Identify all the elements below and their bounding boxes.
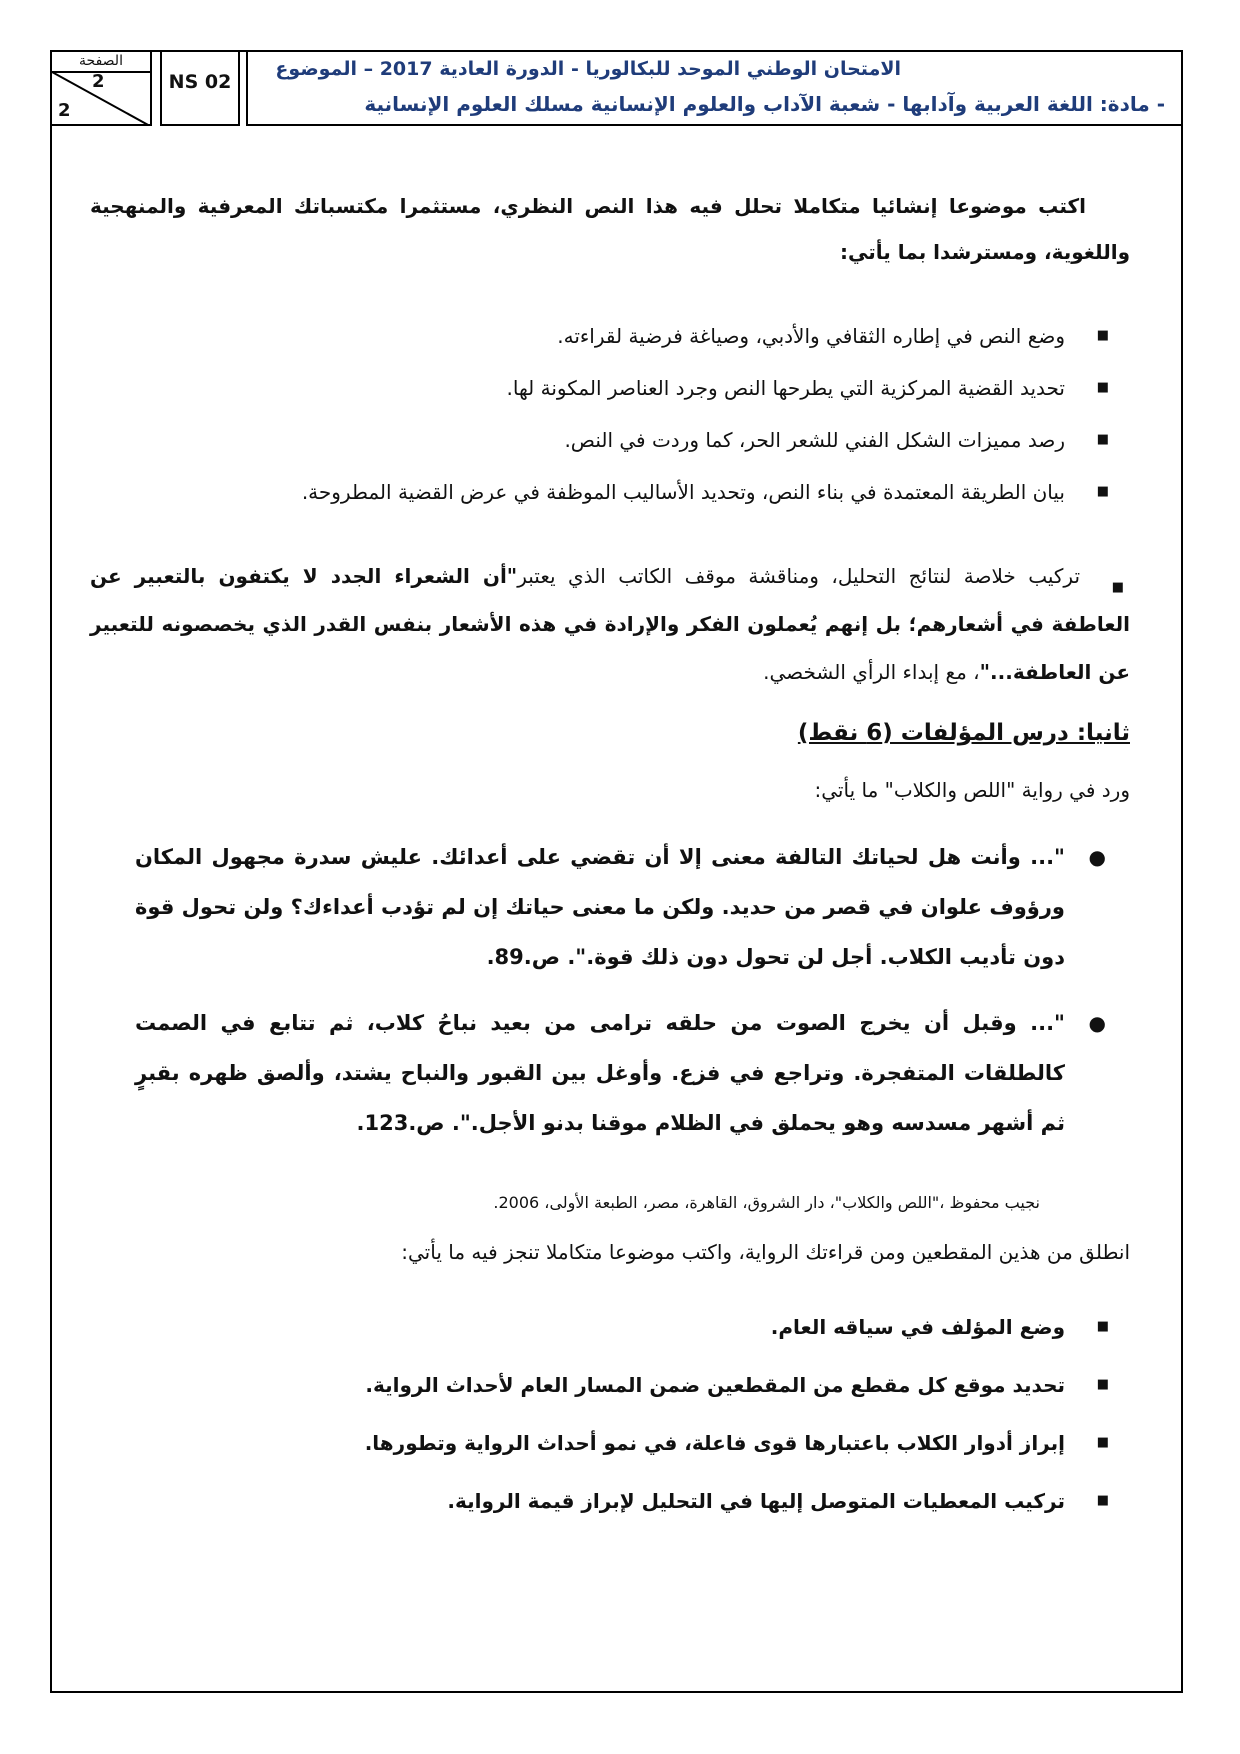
page-number: 2 [92, 71, 105, 92]
exam-title-line2: - مادة: اللغة العربية وآدابها - شعبة الآداب والعلوم الإنسانية مسلك العلوم الإنسانية [364, 92, 1165, 116]
exam-title-box [246, 50, 1183, 126]
square-bullet-icon: ■ [1096, 1493, 1109, 1508]
last-task-text: تركيب خلاصة لنتائج التحليل، ومناقشة موقف الكاتب الذي يعتبر [517, 564, 1081, 588]
section2-instruction: انطلق من هذين المقطعين ومن قراءتك الرواية، واكتب موضوعا متكاملا تنجز فيه ما يأتي: [401, 1240, 1130, 1264]
page-total: 2 [58, 100, 71, 121]
list-item: ■ تحديد القضية المركزية التي يطرحها النص وجرد العناصر المكونة لها. [80, 362, 1115, 414]
page-number-box [50, 50, 152, 126]
exam-title-line1: الامتحان الوطني الموحد للبكالوريا - الدورة العادية 2017 – الموضوع [275, 58, 901, 80]
section2-intro: ورد في رواية "اللص والكلاب" ما يأتي: [814, 778, 1130, 802]
list-item: ■ رصد مميزات الشكل الفني للشعر الحر، كما وردت في النص. [80, 414, 1115, 466]
square-bullet-icon: ■ [1096, 484, 1109, 499]
section2-task-list [90, 1298, 1115, 1530]
writer-quote: "أن الشعراء الجدد لا يكتفون بالتعبير عن العاطفة في أشعارهم؛ بل إنهم يُعملون الفكر والإرادة في هذه الأشعار بنفس القدر الذي يخصصونه للتعبير عن العاطفة..." [90, 564, 1130, 684]
exam-code: NS 02 [160, 50, 240, 126]
square-bullet-icon: ■ [1096, 1319, 1109, 1334]
round-bullet-icon: ● [1088, 1011, 1106, 1035]
square-bullet-icon: ■ [1096, 328, 1109, 343]
square-bullet-icon: ■ [1111, 580, 1125, 595]
square-bullet-icon: ■ [1096, 1377, 1109, 1392]
square-bullet-icon: ■ [1096, 380, 1109, 395]
list-item: ■ وضع النص في إطاره الثقافي والأدبي، وصياغة فرضية لقراءته. [80, 310, 1115, 362]
section1-task-list [80, 310, 1115, 518]
section1-intro-text: اكتب موضوعا إنشائيا متكاملا تحلل فيه هذا النص النظري، مستثمرا مكتسباتك المعرفية والمنهجية واللغوية، ومسترشدا بما يأتي: [90, 194, 1130, 264]
last-task-tail: ، مع إبداء الرأي الشخصي. [763, 660, 980, 684]
quote-item: ● "... وقبل أن يخرج الصوت من حلقه ترامى من بعيد نباحُ كلاب، ثم تتابع في الصمت كالطلقات المتفجرة. وتراجع في فزع. وأوغل بين القبور والنباح يشتد، وألصق ظهره بقبرٍ ثم أشهر مسدسه وهو يحملق في الظلام موقنا بدنو الأجل.". ص.123. [135, 998, 1110, 1148]
list-item: ■ تركيب المعطيات المتوصل إليها في التحليل لإبراز قيمة الرواية. [90, 1472, 1115, 1530]
list-item: ■ تحديد موقع كل مقطع من المقطعين ضمن المسار العام لأحداث الرواية. [90, 1356, 1115, 1414]
quote-item: ● "... وأنت هل لحياتك التالفة معنى إلا أن تقضي على أعدائك. عليش سدرة مجهول المكان ورؤوف علوان في قصر من حديد. ولكن ما معنى حياتك إن لم تؤدب أعداءك؟ ولن تحول قوة دون تأديب الكلاب. أجل لن تحول دون ذلك قوة.". ص.89. [135, 832, 1110, 982]
list-item: ■ إبراز أدوار الكلاب باعتبارها قوى فاعلة، في نمو أحداث الرواية وتطورها. [90, 1414, 1115, 1472]
book-reference: نجيب محفوظ ،"اللص والكلاب"، دار الشروق، القاهرة، مصر، الطبعة الأولى، 2006. [493, 1193, 1040, 1212]
section1-last-task [90, 552, 1130, 696]
list-item: ■ وضع المؤلف في سياقه العام. [90, 1298, 1115, 1356]
novel-quotes [135, 832, 1110, 1164]
square-bullet-icon: ■ [1096, 432, 1109, 447]
square-bullet-icon: ■ [1096, 1435, 1109, 1450]
list-item: ■ بيان الطريقة المعتمدة في بناء النص، وتحديد الأساليب الموظفة في عرض القضية المطروحة. [80, 466, 1115, 518]
page-label: الصفحة [52, 51, 150, 73]
section1-intro [90, 183, 1130, 275]
section2-heading: ثانيا: درس المؤلفات (6 نقط) [797, 720, 1130, 746]
round-bullet-icon: ● [1088, 845, 1106, 869]
